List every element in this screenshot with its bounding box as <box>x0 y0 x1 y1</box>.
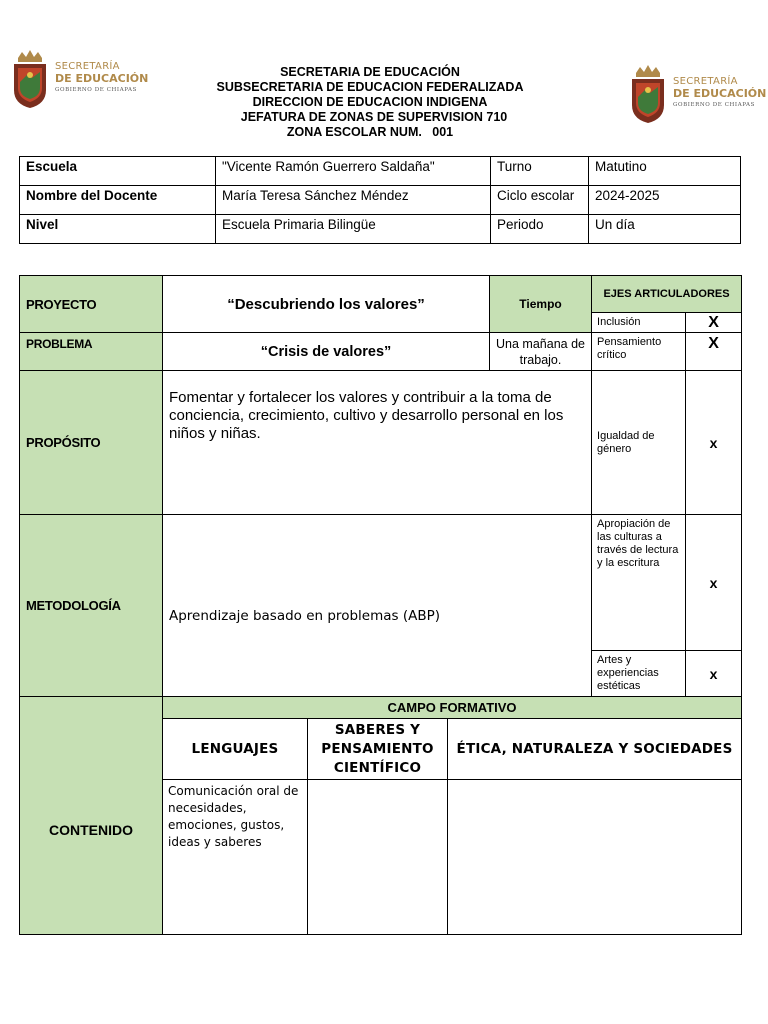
header-line: SECRETARIA DE EDUCACIÓN <box>280 65 460 79</box>
eje-mark: X <box>686 313 742 333</box>
project-plan-table <box>19 275 742 935</box>
proposito-value: Fomentar y fortalecer los valores y contribuir a la toma de conciencia, crecimiento, cultivo y desarrollo personal en los niños y niñas. <box>163 371 592 515</box>
problema-label: PROBLEMA <box>20 333 163 371</box>
eje-mark: x <box>686 371 742 515</box>
table-row <box>20 697 742 719</box>
contenido-label: CONTENIDO <box>20 719 163 935</box>
eje-mark: X <box>686 333 742 371</box>
turno-label: Turno <box>491 157 589 186</box>
chiapas-seal-icon <box>10 48 50 110</box>
header-line: SUBSECRETARIA DE EDUCACION FEDERALIZADA <box>216 80 524 94</box>
metodologia-value: Aprendizaje basado en problemas (ABP) <box>163 515 592 697</box>
logo-line-1: SECRETARÍA <box>673 76 738 87</box>
nivel-value: Escuela Primaria Bilingüe <box>216 215 491 244</box>
campo-formativo-label: CAMPO FORMATIVO <box>163 697 742 719</box>
table-row <box>20 719 742 780</box>
school-info-table <box>19 156 741 244</box>
logo-line-2: DE EDUCACIÓN <box>55 72 149 85</box>
ejes-label: EJES ARTICULADORES <box>592 276 742 313</box>
tiempo-value: Una mañana de trabajo. <box>490 333 592 371</box>
campo-lenguajes: LENGUAJES <box>163 719 308 780</box>
logo-line-2: DE EDUCACIÓN <box>673 87 767 100</box>
eje-name: Artes y experiencias estéticas <box>592 651 686 697</box>
campo-etica: ÉTICA, NATURALEZA Y SOCIEDADES <box>448 719 742 780</box>
proyecto-label: PROYECTO <box>20 276 163 333</box>
header-line: ZONA ESCOLAR NUM. 001 <box>286 125 454 139</box>
docente-label: Nombre del Docente <box>20 186 216 215</box>
header-line: JEFATURA DE ZONAS DE SUPERVISION 710 <box>240 110 508 124</box>
table-row <box>20 515 742 651</box>
turno-value: Matutino <box>589 157 741 186</box>
contenido-saberes <box>308 780 448 935</box>
logo-line-1: SECRETARÍA <box>55 61 120 72</box>
secretaria-logo-left <box>10 48 150 112</box>
eje-name: Igualdad de género <box>592 371 686 515</box>
eje-name: Apropiación de las culturas a través de lectura y la escritura <box>592 515 686 651</box>
eje-mark: x <box>686 651 742 697</box>
escuela-value: "Vicente Ramón Guerrero Saldaña" <box>216 157 491 186</box>
eje-mark: x <box>686 515 742 651</box>
contenido-etica <box>448 780 742 935</box>
eje-name: Inclusión <box>592 313 686 333</box>
eje-name: Pensamiento crítico <box>592 333 686 371</box>
secretaria-logo-right <box>628 63 768 127</box>
table-row <box>20 276 742 313</box>
campo-saberes: SABERES Y PENSAMIENTO CIENTÍFICO <box>308 719 448 780</box>
header-line: DIRECCION DE EDUCACION INDIGENA <box>252 95 488 109</box>
document-header <box>170 65 570 140</box>
proposito-label: PROPÓSITO <box>20 371 163 515</box>
metodologia-label: METODOLOGÍA <box>20 515 163 697</box>
periodo-value: Un día <box>589 215 741 244</box>
escuela-label: Escuela <box>20 157 216 186</box>
ciclo-label: Ciclo escolar <box>491 186 589 215</box>
campo-spacer <box>20 697 163 719</box>
docente-value: María Teresa Sánchez Méndez <box>216 186 491 215</box>
nivel-label: Nivel <box>20 215 216 244</box>
tiempo-label: Tiempo <box>490 276 592 333</box>
chiapas-seal-icon <box>628 63 668 125</box>
table-row <box>20 186 741 215</box>
problema-value: “Crisis de valores” <box>163 333 490 371</box>
ciclo-value: 2024-2025 <box>589 186 741 215</box>
table-row <box>20 371 742 515</box>
proyecto-value: “Descubriendo los valores” <box>163 276 490 333</box>
table-row <box>20 333 742 371</box>
periodo-label: Periodo <box>491 215 589 244</box>
contenido-lenguajes: Comunicación oral de necesidades, emociones, gustos, ideas y saberes <box>163 780 308 935</box>
logo-line-3: GOBIERNO DE CHIAPAS <box>673 102 756 108</box>
table-row <box>20 215 741 244</box>
table-row <box>20 157 741 186</box>
logo-line-3: GOBIERNO DE CHIAPAS <box>55 87 138 93</box>
